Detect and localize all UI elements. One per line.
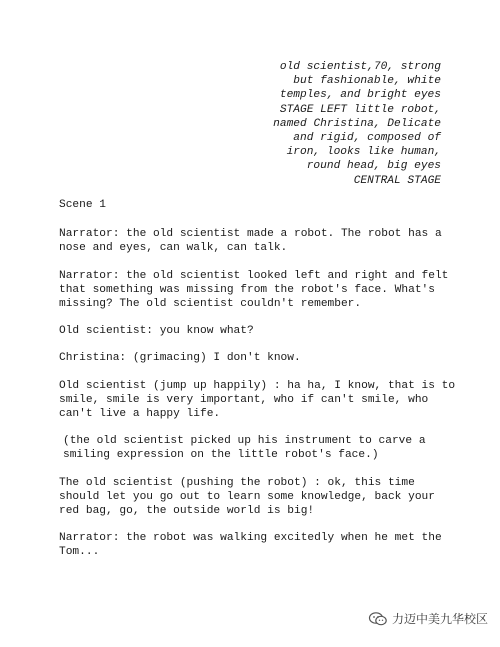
- stage-note-line: round head, big eyes: [306, 160, 441, 173]
- stage-direction-paragraph: (the old scientist picked up his instrument to carve a smiling expression on the little robot's face.): [63, 435, 426, 462]
- stage-note-line: and rigid, composed of: [293, 132, 441, 145]
- dialogue-paragraph: Old scientist: you know what?: [59, 325, 254, 338]
- stage-directions: [273, 60, 441, 188]
- watermark-text: 力迈中美九华校区: [391, 612, 488, 626]
- stage-note-line: iron, looks like human,: [286, 146, 441, 159]
- dialogue-paragraph: Christina: (grimacing) I don't know.: [59, 352, 301, 365]
- dialogue-paragraph: The old scientist (pushing the robot) : ok, this time should let you go out to learn some knowledge, back your red bag, go, the outside world is big!: [59, 476, 435, 518]
- dialogue-paragraph: Narrator: the old scientist made a robot. The robot has a nose and eyes, can walk, can talk.: [59, 228, 442, 255]
- stage-note-line: named Christina, Delicate: [273, 117, 441, 130]
- stage-note-line: temples, and bright eyes: [279, 89, 441, 102]
- scene-heading: Scene 1: [59, 199, 106, 211]
- dialogue-paragraph: Narrator: the old scientist looked left and right and felt that something was missing from the robot's face. What's missing? The old scientist couldn't remember.: [59, 269, 449, 311]
- wechat-icon: [368, 611, 388, 627]
- stage-note-line: but fashionable, white: [293, 75, 441, 88]
- dialogue-paragraph: Old scientist (jump up happily) : ha ha, I know, that is to smile, smile is very important, who if can't smile, who can't live a happy life.: [59, 379, 456, 421]
- watermark: [368, 610, 488, 627]
- stage-note-line: old scientist,70, strong: [279, 61, 441, 73]
- dialogue-paragraph: Narrator: the robot was walking excitedly when he met the Tom...: [59, 532, 442, 559]
- stage-note-line: CENTRAL STAGE: [353, 174, 441, 187]
- script-body: [59, 198, 459, 573]
- stage-note-line: STAGE LEFT little robot,: [279, 103, 441, 116]
